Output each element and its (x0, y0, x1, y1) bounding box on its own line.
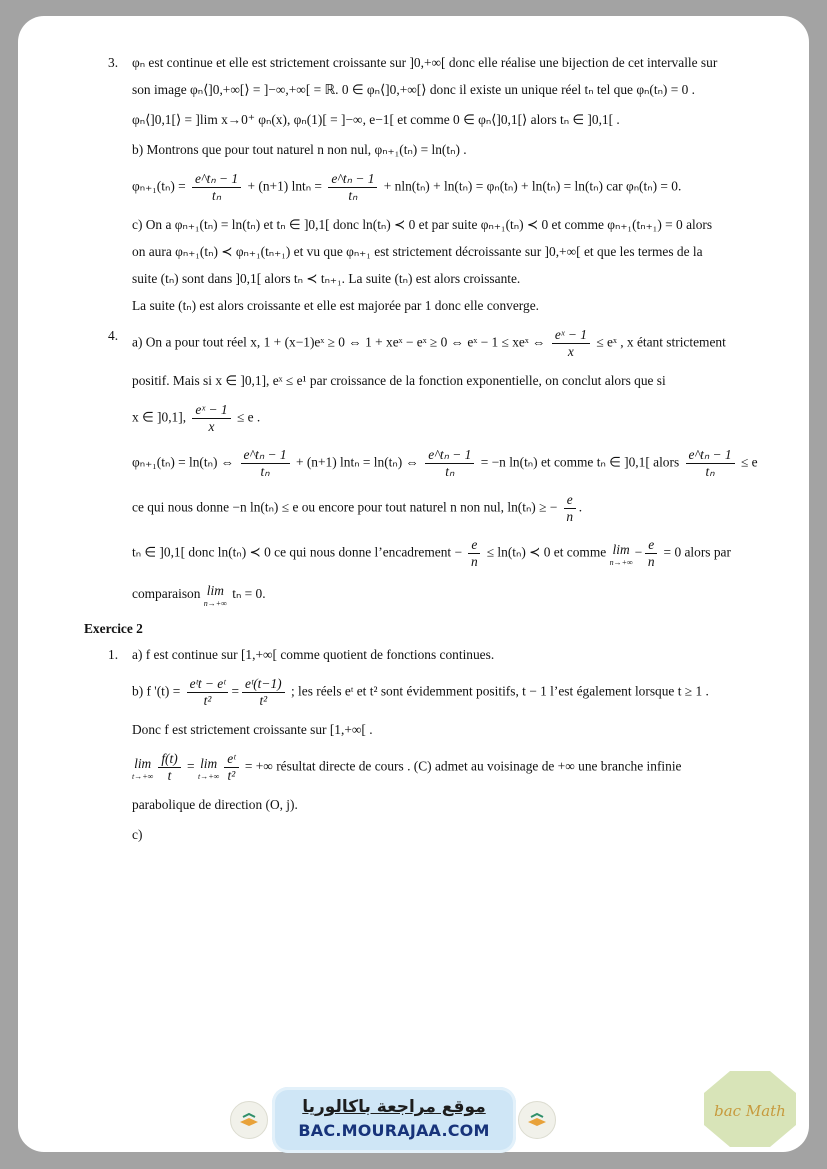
eq-text: ≤ ln(tₙ) ≺ 0 et comme (486, 544, 607, 560)
equation-line: ce qui nous donne −n ln(tₙ) ≤ e ou encore pour tout naturel n non nul, ln(tₙ) ≥ − $\frac{e}{n}$ . (132, 492, 583, 524)
book-badge-icon (230, 1101, 268, 1139)
site-name-arabic: موقع مراجعة باكالوريا (302, 1097, 486, 1117)
equation-line (132, 751, 796, 784)
eq-text: + (n+1) lntₙ = (247, 178, 322, 194)
site-banner[interactable] (272, 1087, 516, 1153)
fraction: $\frac{\text{e\textasciicircum{}tₙ − 1}}{\text{tₙ}}$ (328, 171, 377, 204)
eq-text: x ∈ ]0,1], (132, 409, 187, 425)
logo-text: bac Math (714, 1102, 786, 1120)
text-line: c) (132, 827, 143, 842)
document-body (84, 54, 796, 853)
eq-text: a) On a pour tout réel x, 1 + (x−1)eˣ ≥ 0 ⇔ 1 + xeˣ − eˣ ≥ 0 ⇔ eˣ − 1 ≤ xeˣ ⇔ (132, 334, 546, 350)
fraction: $\frac{\text{eᵗt − eᵗ}}{\text{t²}}$ (187, 676, 229, 709)
site-url[interactable]: BAC.MOURAJAA.COM (298, 1121, 490, 1140)
text-line: suite (tₙ) sont dans ]0,1[ alors tₙ ≺ tₙ₊₁. La suite (tₙ) est alors croissante. (132, 271, 521, 286)
item-3 (84, 54, 796, 315)
eq-text: ; les réels eᵗ et t² sont évidemment positifs, t − 1 l’est également lorsque t ≥ 1 . (290, 683, 709, 699)
limit: lim n→+∞ (203, 583, 227, 608)
equation-line (132, 327, 796, 360)
eq-text: = −n ln(tₙ) et comme tₙ ∈ ]0,1[ alors (480, 454, 680, 470)
eq-lhs: φₙ₊₁(tₙ) = (132, 178, 186, 194)
fraction: $\frac{\text{e\textasciicircum{}tₙ − 1}}{\text{tₙ}}$ (425, 447, 474, 480)
eq-text: ≤ eˣ , x étant strictement (596, 334, 726, 350)
eq-text: tₙ = 0. (232, 586, 266, 602)
bac-math-logo-icon (700, 1068, 800, 1150)
item-number: 1. (108, 647, 119, 662)
eq-text: = +∞ résultat directe de cours . (C) admet au voisinage de +∞ une branche infinie (244, 758, 682, 774)
eq-text: ce qui nous donne −n ln(tₙ) ≤ e ou encore pour tout naturel n non nul, ln(tₙ) ≥ − (132, 499, 558, 515)
text-line: φₙ⟨]0,1[⟩ = ]lim x→0⁺ φₙ(x), φₙ(1)[ = ]−∞, e−1[ et comme 0 ∈ φₙ⟨]0,1[⟩ alors tₙ ∈ ]0,1[ . (132, 112, 620, 127)
text-line: c) On a φₙ₊₁(tₙ) = ln(tₙ) et tₙ ∈ ]0,1[ donc ln(tₙ) ≺ 0 et par suite φₙ₊₁(tₙ) ≺ 0 et comme φₙ₊₁(tₙ₊₁) = 0 alors (132, 217, 713, 232)
text-line: Donc f est strictement croissante sur [1,+∞[ . (132, 722, 373, 737)
fraction: $\frac{e}{n}$ (468, 537, 480, 570)
fraction: $\frac{\text{eˣ − 1}}{x}$ (192, 402, 230, 435)
equation-line (132, 582, 796, 608)
eq-text: ≤ e (740, 454, 758, 470)
equation-line (132, 447, 796, 480)
equation-line (132, 402, 796, 435)
limit: lim n→+∞ (609, 541, 633, 567)
fraction: $\frac{\text{e\textasciicircum{}tₙ − 1}}{\text{tₙ}}$ (686, 447, 735, 480)
text-line: φₙ est continue et elle est strictement croissante sur ]0,+∞[ donc elle réalise une bijection de cet intervalle sur (132, 55, 718, 70)
fraction: $\frac{e}{n}$ (645, 537, 657, 570)
fraction: $\frac{e}{n}$ (564, 492, 576, 525)
eq-text: φₙ₊₁(tₙ) = ln(tₙ) ⇔ (132, 454, 235, 470)
fraction: $\frac{f(t)}{t}$ (158, 751, 180, 784)
text-line: b) Montrons que pour tout naturel n non nul, φₙ₊₁(tₙ) = ln(tₙ) . (132, 142, 467, 157)
text-line: a) f est continue sur [1,+∞[ comme quotient de fonctions continues. (132, 647, 495, 662)
item-number: 4. (108, 328, 119, 343)
eq-text: comparaison (132, 586, 201, 602)
section-title: Exercice 2 (84, 621, 143, 636)
eq-text: + nln(tₙ) + ln(tₙ) = φₙ(tₙ) + ln(tₙ) = ln(tₙ) car φₙ(tₙ) = 0. (383, 178, 682, 194)
text-line: La suite (tₙ) est alors croissante et elle est majorée par 1 donc elle converge. (132, 298, 540, 313)
eq-text: = 0 alors par (663, 544, 731, 560)
item-number: 3. (108, 55, 119, 70)
item-4 (84, 327, 796, 608)
equation-line: tₙ ∈ ]0,1[ donc ln(tₙ) ≺ 0 ce qui nous donne l’encadrement − $\frac{e}{n}$ ≤ ln(tₙ) ≺ 0 et comme lim n→+∞ − $\frac{e}{n}$ = 0 alors par (132, 537, 731, 569)
eq-text: ≤ e . (236, 409, 261, 425)
text-line: parabolique de direction (O, j). (132, 797, 298, 812)
eq-text: = (187, 758, 195, 774)
eq-text: b) f '(t) = (132, 683, 181, 699)
fraction: $\frac{\text{eˣ − 1}}{x}$ (552, 327, 590, 360)
page-sheet (18, 16, 809, 1152)
limit: lim t→+∞ (132, 755, 154, 781)
eq-text: + (n+1) lntₙ = ln(tₙ) ⇔ (295, 454, 419, 470)
equation-line (132, 171, 796, 204)
text-line: on aura φₙ₊₁(tₙ) ≺ φₙ₊₁(tₙ₊₁) et vu que φₙ₊₁ est strictement décroissante sur ]0,+∞[ et que les termes de la (132, 244, 703, 259)
fraction: $\frac{\text{e\textasciicircum{}tₙ − 1}}{\text{tₙ}}$ (192, 171, 241, 204)
book-badge-icon (518, 1101, 556, 1139)
fraction: $\frac{\text{eᵗ(t−1)}}{\text{t²}}$ (242, 676, 285, 709)
fraction: $\frac{\text{eᵗ}}{\text{t²}}$ (224, 751, 238, 784)
limit: lim t→+∞ (197, 755, 220, 781)
text-line: positif. Mais si x ∈ ]0,1], eˣ ≤ e¹ par croissance de la fonction exponentielle, on conclut alors que si (132, 373, 666, 388)
text-line: son image φₙ⟨]0,+∞[⟩ = ]−∞,+∞[ = ℝ. 0 ∈ φₙ⟨]0,+∞[⟩ donc il existe un unique réel tₙ tel que φₙ(tₙ) = 0 . (132, 82, 696, 97)
equation-line: b) f '(t) = $\frac{\text{eᵗt − eᵗ}}{\text{t²}}$ = $\frac{\text{eᵗ(t−1)}}{\text{t²}}$ ; les réels eᵗ et t² sont évidemment positifs, t − 1 l’est également lorsque t ≥ 1 . (132, 676, 709, 708)
fraction: $\frac{\text{e\textasciicircum{}tₙ − 1}}{\text{tₙ}}$ (241, 447, 290, 480)
exercise-2-item-1 (84, 646, 796, 844)
eq-text: tₙ ∈ ]0,1[ donc ln(tₙ) ≺ 0 ce qui nous donne l’encadrement − (132, 544, 463, 560)
